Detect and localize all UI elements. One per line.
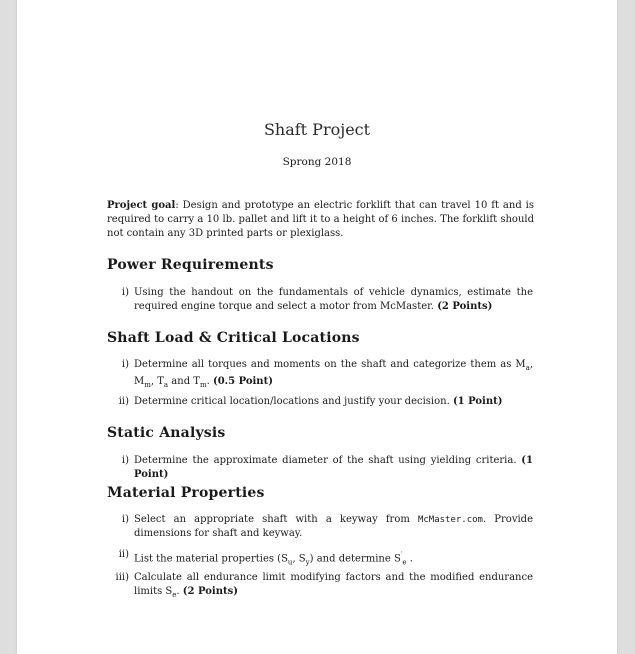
project-goal-label: Project goal: [107, 200, 176, 211]
subscript: m: [199, 381, 207, 389]
subscript: e: [172, 591, 177, 599]
material-item-1: [113, 513, 533, 541]
subscript: m: [144, 381, 151, 389]
item-text: ) and determine S: [309, 553, 401, 565]
item-number: ii): [118, 549, 129, 560]
item-text: , M: [134, 359, 533, 387]
item-text: Determine all torques and moments on the shaft and categorize them as M: [134, 359, 526, 370]
page-title: Shaft Project: [263, 120, 371, 139]
mcmaster-site-text: McMaster.com: [417, 515, 483, 525]
item-text: and T: [168, 376, 200, 387]
document-page: [17, 0, 617, 654]
item-text: , S: [292, 553, 306, 565]
item-points: (0.5 Point): [212, 376, 273, 387]
item-number: i): [121, 455, 129, 466]
material-item-2: [113, 548, 533, 569]
item-text: .: [176, 586, 180, 597]
item-points: (2 Points): [437, 301, 493, 312]
subscript: y: [305, 558, 310, 567]
subscript: a: [525, 364, 530, 372]
item-points: (1 Point): [452, 396, 503, 407]
item-text: List the material properties (S: [134, 553, 288, 565]
project-goal-text: : Design and prototype an electric forklift that can travel 10 ft and is required to carry a 10 lb. pallet and lift it to a height of 6 inches. The forklift should not contain any 3D printed parts or plexiglass.: [107, 200, 534, 239]
subscript: a: [163, 381, 169, 389]
shaft-item-2: [113, 395, 533, 409]
item-text: , T: [150, 376, 164, 387]
item-text: Calculate all endurance limit modifying factors and the modified endurance limits S: [134, 572, 533, 597]
project-goal-paragraph: [107, 199, 534, 241]
item-text: Determine critical location/locations and justify your decision.: [134, 396, 450, 407]
item-text: .: [206, 376, 210, 387]
section-heading-static: Static Analysis: [107, 425, 226, 441]
power-item-1: [113, 286, 533, 314]
item-number: ii): [118, 396, 129, 407]
item-text: Using the handout on the fundamentals of vehicle dynamics, estimate the required engine torque and select a motor from McMaster.: [134, 287, 533, 312]
item-number: i): [121, 359, 129, 370]
superscript: ′: [400, 551, 403, 559]
item-points: (1 Point): [134, 455, 533, 480]
item-points: (2 Points): [182, 586, 238, 597]
item-text: Select an appropriate shaft with a keyway from: [134, 514, 410, 525]
item-number: iii): [115, 572, 129, 583]
item-text: Determine the approximate diameter of the shaft using yielding criteria.: [134, 455, 517, 466]
shaft-item-1: [113, 358, 533, 392]
section-heading-material: Material Properties: [107, 485, 265, 501]
static-item-1: [113, 454, 533, 482]
item-text: . Provide dimensions for shaft and keyway.: [134, 514, 533, 539]
item-number: i): [121, 287, 129, 298]
section-heading-shaft-load: Shaft Load & Critical Locations: [107, 330, 360, 346]
subscript: u: [287, 558, 293, 567]
subscript: e: [402, 558, 407, 567]
section-heading-power: Power Requirements: [107, 257, 274, 273]
item-text: .: [406, 553, 413, 565]
document-date: Sprong 2018: [282, 156, 352, 168]
item-number: i): [121, 514, 129, 525]
material-item-3: [113, 571, 533, 602]
